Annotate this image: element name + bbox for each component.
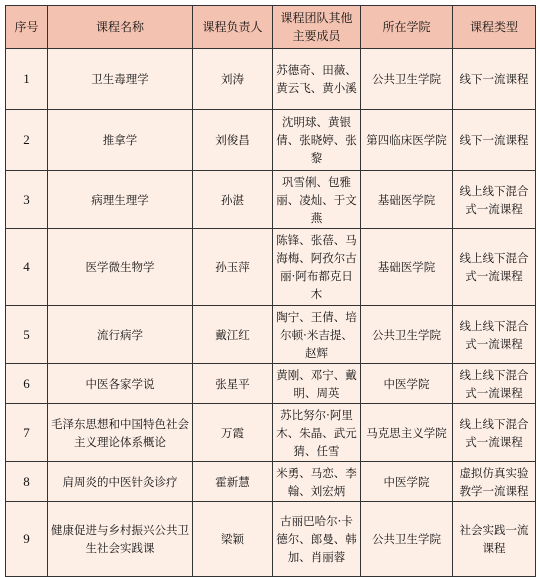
row-college: 中医学院 [361,364,453,404]
row-course-type: 线上线下混合式一流课程 [453,306,536,364]
row-course-type: 虚拟仿真实验教学一流课程 [453,462,536,502]
row-team-members: 陶宁、王倩、培尔顿·米吉提、赵辉 [273,306,361,364]
row-index: 6 [6,364,48,404]
header-team-members: 课程团队其他主要成员 [273,6,361,49]
table-row [6,171,536,229]
row-index: 8 [6,462,48,502]
row-course-name: 健康促进与乡村振兴公共卫生社会实践课 [48,502,193,577]
row-course-name: 毛泽东思想和中国特色社会主义理论体系概论 [48,404,193,462]
table-row [6,502,536,577]
row-course-type: 线下一流课程 [453,49,536,110]
table-row [6,364,536,404]
row-college: 基础医学院 [361,171,453,229]
row-college: 中医学院 [361,462,453,502]
row-course-name: 病理生理学 [48,171,193,229]
table-row [6,49,536,110]
row-course-lead: 刘涛 [193,49,273,110]
row-team-members: 苏比努尔·阿里木、朱晶、武元猜、任雪 [273,404,361,462]
header-index: 序号 [6,6,48,49]
row-index: 1 [6,49,48,110]
row-team-members: 巩雪俐、包雅丽、凌灿、于文燕 [273,171,361,229]
table-header-row [6,6,536,49]
row-team-members: 黄刚、邓宁、戴明、周英 [273,364,361,404]
row-course-lead: 刘俊昌 [193,110,273,171]
row-course-type: 社会实践一流课程 [453,502,536,577]
row-index: 4 [6,229,48,306]
row-college: 基础医学院 [361,229,453,306]
row-college: 第四临床医学院 [361,110,453,171]
row-course-name: 中医各家学说 [48,364,193,404]
row-college: 马克思主义学院 [361,404,453,462]
row-team-members: 米勇、马恋、李翰、刘宏炳 [273,462,361,502]
header-course-type: 课程类型 [453,6,536,49]
row-course-lead: 张星平 [193,364,273,404]
table-row [6,404,536,462]
header-course-name: 课程名称 [48,6,193,49]
table-row [6,110,536,171]
course-table-container [5,5,535,562]
header-course-lead: 课程负责人 [193,6,273,49]
row-course-lead: 霍新慧 [193,462,273,502]
row-course-name: 流行病学 [48,306,193,364]
row-course-lead: 孙湛 [193,171,273,229]
row-college: 公共卫生学院 [361,306,453,364]
row-course-name: 医学微生物学 [48,229,193,306]
table-row [6,306,536,364]
row-team-members: 沈明球、黄银倩、张晓婷、张黎 [273,110,361,171]
row-course-lead: 梁颖 [193,502,273,577]
row-course-type: 线上线下混合式一流课程 [453,404,536,462]
table-row [6,462,536,502]
header-college: 所在学院 [361,6,453,49]
row-college: 公共卫生学院 [361,49,453,110]
row-index: 9 [6,502,48,577]
row-course-type: 线上线下混合式一流课程 [453,229,536,306]
row-course-type: 线上线下混合式一流课程 [453,171,536,229]
row-college: 公共卫生学院 [361,502,453,577]
row-course-name: 肩周炎的中医针灸诊疗 [48,462,193,502]
row-index: 3 [6,171,48,229]
row-index: 5 [6,306,48,364]
row-course-type: 线下一流课程 [453,110,536,171]
table-row [6,229,536,306]
row-index: 2 [6,110,48,171]
row-course-name: 卫生毒理学 [48,49,193,110]
row-team-members: 陈锋、张蓓、马海梅、阿孜尔古丽·阿布都克日木 [273,229,361,306]
row-course-type: 线上线下混合式一流课程 [453,364,536,404]
row-course-name: 推拿学 [48,110,193,171]
row-team-members: 苏德奇、田薇、黄云飞、黄小溪 [273,49,361,110]
row-index: 7 [6,404,48,462]
row-team-members: 古丽巴哈尔·卡德尔、郎曼、韩加、肖丽蓉 [273,502,361,577]
course-table [5,5,536,577]
row-course-lead: 孙玉萍 [193,229,273,306]
row-course-lead: 戴江红 [193,306,273,364]
row-course-lead: 万霞 [193,404,273,462]
